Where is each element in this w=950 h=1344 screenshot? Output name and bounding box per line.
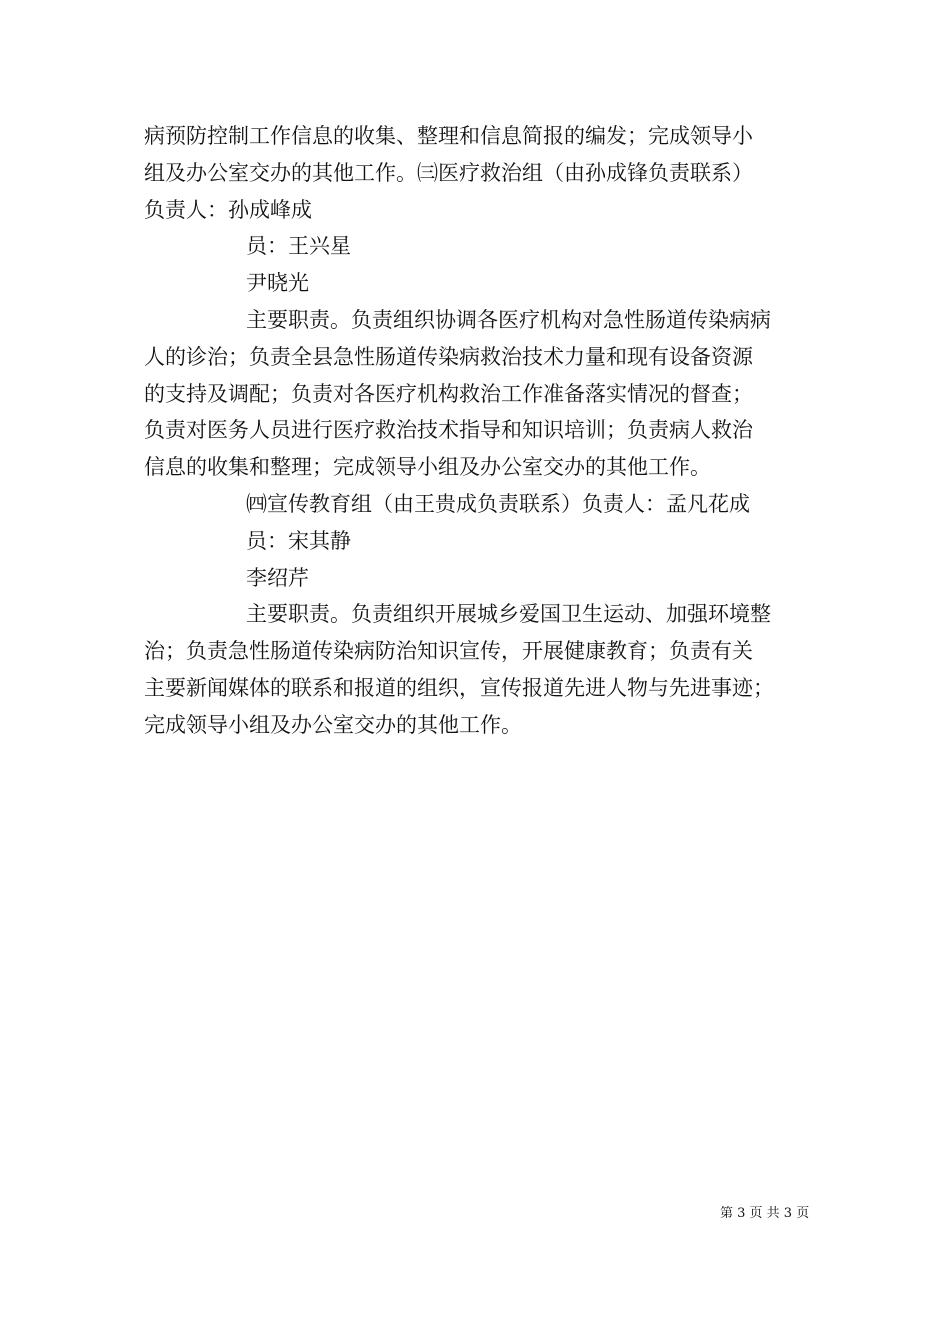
body-line: 负责人：孙成峰成 — [144, 197, 312, 222]
body-line: 治；负责急性肠道传染病防治知识宣传，开展健康教育；负责有关 — [144, 639, 753, 664]
body-line: 李绍芹 — [246, 565, 309, 590]
body-line: 员：宋其静 — [246, 528, 351, 553]
body-line: 病预防控制工作信息的收集、整理和信息简报的编发；完成领导小 — [144, 124, 753, 148]
page-number: 第 3 页 共 3 页 — [720, 1206, 810, 1221]
body-line: 信息的收集和整理；完成领导小组及办公室交办的其他工作。 — [144, 455, 711, 480]
body-line: 的支持及调配；负责对各医疗机构救治工作准备落实情况的督查； — [144, 381, 753, 406]
body-line: 主要职责。负责组织开展城乡爱国卫生运动、加强环境整 — [246, 602, 771, 627]
body-line: ㈣宣传教育组（由王贵成负责联系）负责人：孟凡花成 — [246, 491, 750, 516]
body-line: 员：王兴星 — [246, 234, 351, 259]
body-line: 主要职责。负责组织协调各医疗机构对急性肠道传染病病 — [246, 307, 771, 332]
body-line: 主要新闻媒体的联系和报道的组织，宣传报道先进人物与先进事迹； — [144, 675, 774, 700]
body-line: 人的诊治；负责全县急性肠道传染病救治技术力量和现有设备资源 — [144, 344, 753, 369]
document-body — [144, 118, 824, 744]
body-line: 尹晓光 — [246, 271, 309, 296]
body-line: 完成领导小组及办公室交办的其他工作。 — [144, 712, 522, 737]
body-line: 负责对医务人员进行医疗救治技术指导和知识培训；负责病人救治 — [144, 418, 753, 443]
body-line: 组及办公室交办的其他工作。㈢医疗救治组（由孙成锋负责联系） — [144, 160, 753, 185]
